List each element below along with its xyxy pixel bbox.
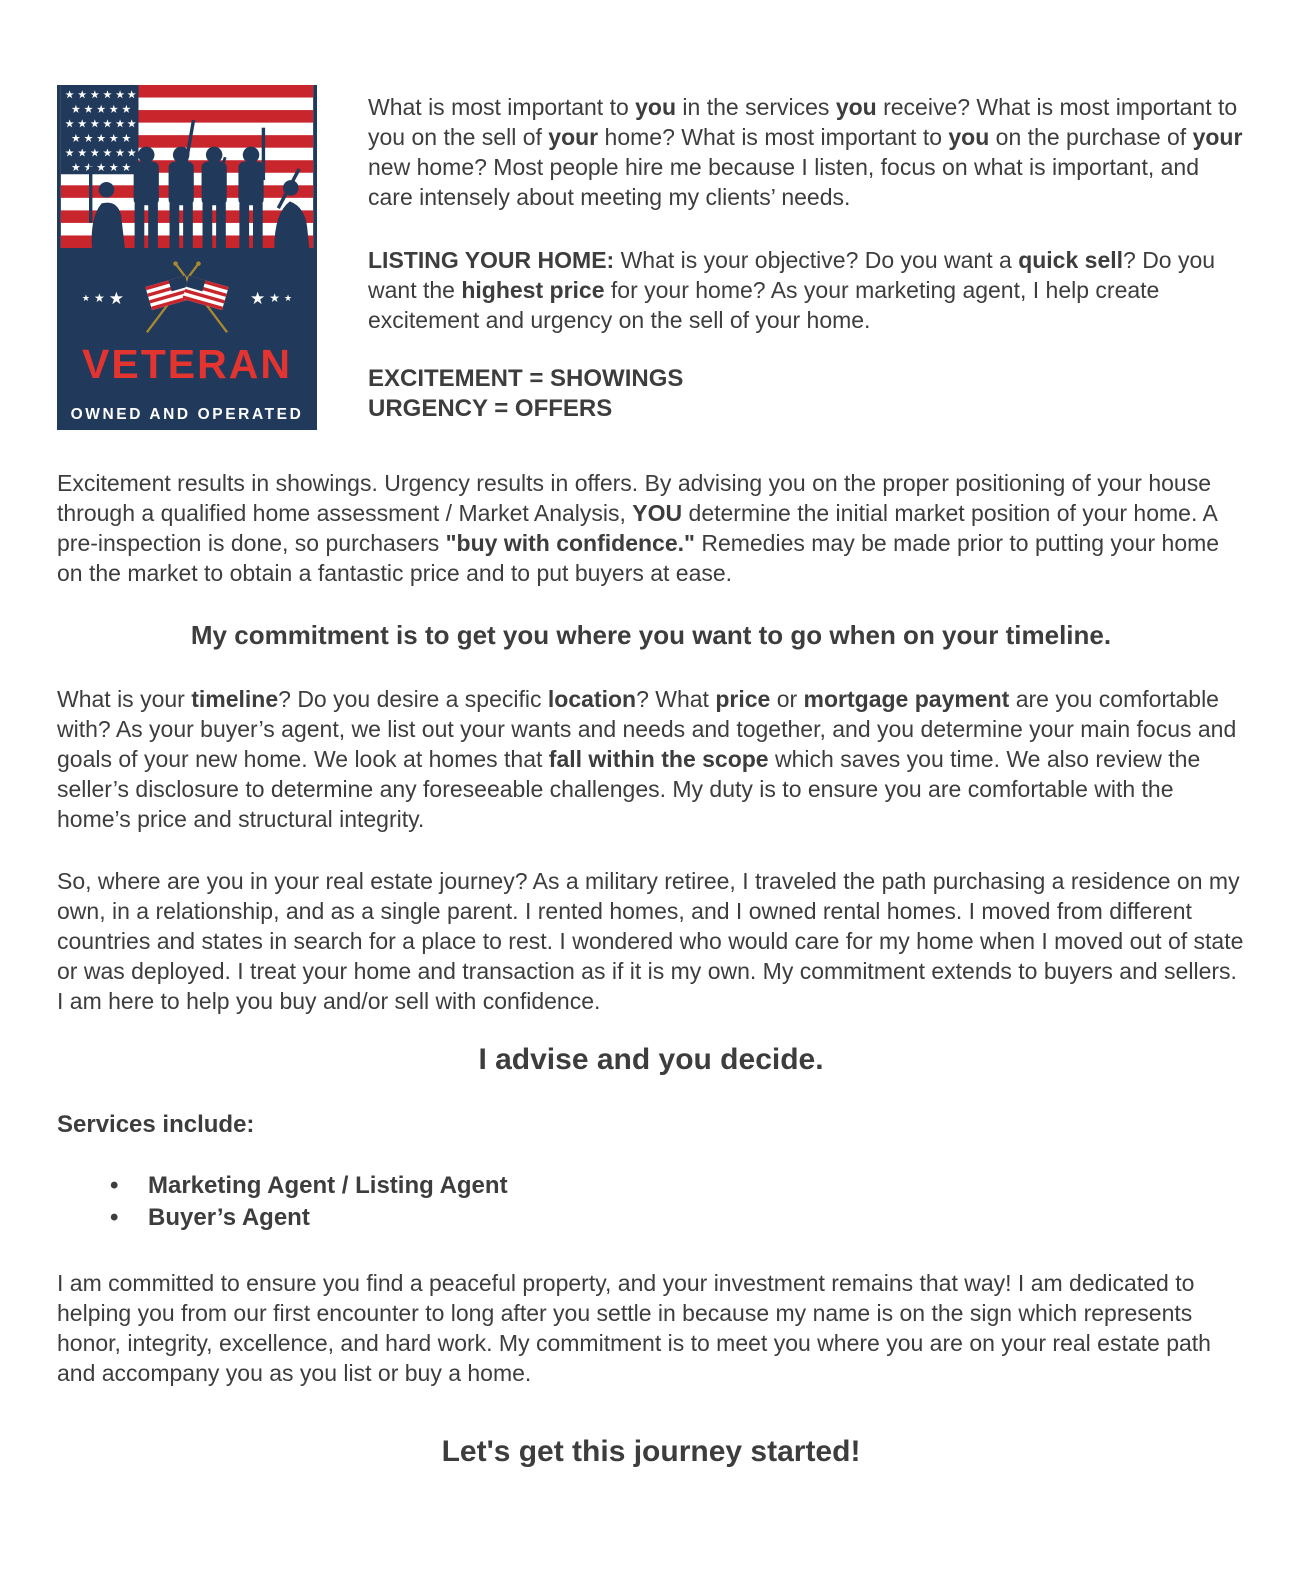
positioning-paragraph: Excitement results in showings. Urgency results in offers. By advising you on the proper positioning of your house through a qualified home assessment / Market Analysis, YOU determine the initial market position of your home. A pre-inspection is done, so purchasers "buy with confidence." Remedies may be made prior to putting your home on the market to obtain a fantastic price and to put buyers at ease.: [57, 470, 1220, 586]
badge-title: VETERAN: [82, 341, 292, 387]
left-stars-icon: ★ ★ ★: [81, 288, 124, 308]
service-item-buyers-agent: [110, 1202, 1245, 1234]
advise-heading: I advise and you decide.: [478, 1043, 824, 1076]
journey-paragraph: So, where are you in your real estate journey? As a military retiree, I traveled the path purchasing a residence on my own, in a relationship, and as a single parent. I rented homes, and I owned rental homes. I moved from different countries and states in search for a place to rest. I wondered who would care for my home when I moved out of state or was deployed. I treat your home and transaction as if it is my own. My commitment extends to buyers and sellers. I am here to help you buy and/or sell with confidence.: [57, 868, 1244, 1014]
commitment-heading: My commitment is to get you where you want to go when on your timeline.: [190, 620, 1112, 650]
badge-bottom: [57, 248, 317, 430]
bullet-icon: •: [110, 1172, 119, 1199]
services-list: [57, 1170, 1245, 1234]
service-item-marketing-listing-agent: [110, 1170, 1245, 1202]
urgency-equation: URGENCY = OFFERS: [368, 395, 613, 422]
closing-paragraph: I am committed to ensure you find a peaceful property, and your investment remains that way! I am dedicated to helping you from our first encounter to long after you settle in because my name is on the sign which represents honor, integrity, excellence, and hard work. My commitment is to meet you where you are on your real estate path and accompany you as you list or buy a home.: [57, 1270, 1211, 1386]
service-item-label: Marketing Agent / Listing Agent: [148, 1172, 508, 1199]
excitement-equation: EXCITEMENT = SHOWINGS: [368, 365, 684, 392]
veteran-badge-image: [57, 85, 317, 430]
crossed-flags-row: [82, 256, 292, 340]
top-section: [57, 85, 1245, 430]
right-stars-icon: ★ ★ ★: [250, 288, 293, 308]
badge-subtitle: OWNED AND OPERATED: [70, 406, 304, 423]
intro-paragraph: What is most important to you in the services you receive? What is most important to you on the sell of your home? What is most important to you on the purchase of your new home? Most people hire me because I listen, focus on what is important, and care intensely about meeting my clients’ needs.: [368, 94, 1243, 210]
equations-block: [368, 364, 1245, 424]
services-label: Services include:: [57, 1111, 255, 1138]
crossed-flags-icon: [124, 257, 250, 339]
closing-heading: Let's get this journey started!: [441, 1435, 861, 1468]
buyer-agent-paragraph: What is your timeline? Do you desire a specific location? What price or mortgage payment are you comfortable with? As your buyer’s agent, we list out your wants and needs and together, and you determine your main focus and goals of your new home. We look at homes that fall within the scope which saves you time. We also review the seller’s disclosure to determine any foreseeable challenges. My duty is to ensure you are comfortable with the home’s price and structural integrity.: [57, 686, 1237, 832]
top-text-column: [368, 85, 1245, 424]
service-item-label: Buyer’s Agent: [148, 1204, 310, 1231]
listing-paragraph: LISTING YOUR HOME: What is your objective? Do you want a quick sell? Do you want the highest price for your home? As your marketing agent, I help create excitement and urgency on the sell of your home.: [368, 247, 1216, 333]
bullet-icon: •: [110, 1204, 119, 1231]
american-flag-soldiers-icon: [57, 85, 317, 248]
